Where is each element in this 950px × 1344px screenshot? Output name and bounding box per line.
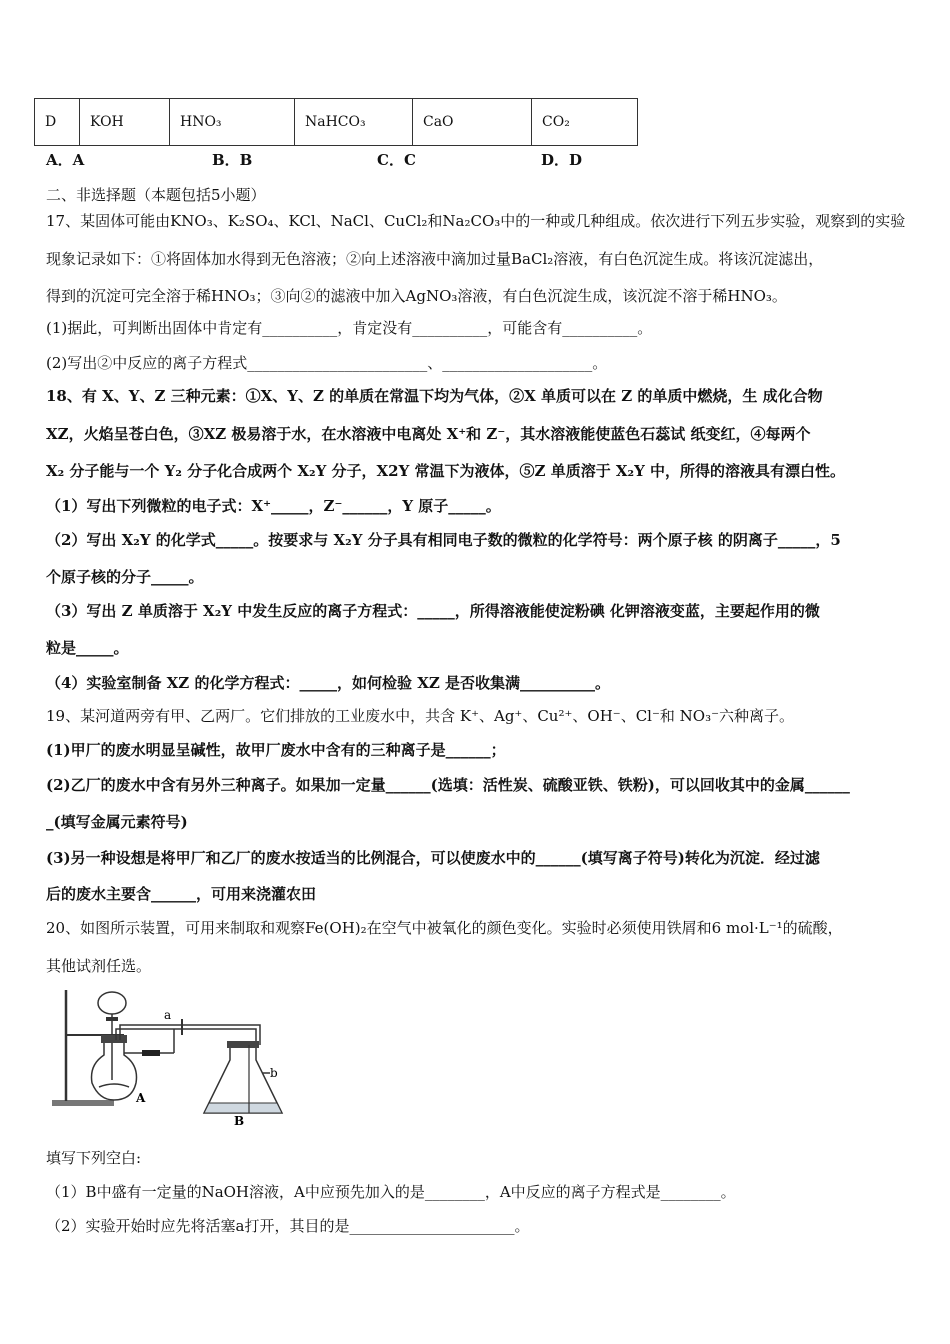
section-heading: 二、非选择题（本题包括5小题） [46,186,266,204]
q18-line-3: X₂ 分子能与一个 Y₂ 分子化合成两个 X₂Y 分子，X2Y 常温下为液体，⑤Z 单质溶于 X₂Y 中，所得的溶液具有漂白性。 [46,462,846,480]
flask-a-stopper [101,1035,127,1043]
q18-sub-4: （4）实验室制备 XZ 的化学方程式：_____，如何检验 XZ 是否收集满__________。 [46,674,611,692]
q17-sub-1: (1)据此，可判断出固体中肯定有__________，肯定没有__________，可能含有__________。 [46,319,653,337]
table-cell: NaHCO₃ [295,99,413,146]
stand-base [52,1100,114,1106]
table-cell: CO₂ [532,99,638,146]
funnel-stopcock [106,1017,118,1021]
q20-line-1: 20、如图所示装置，可用来制取和观察Fe(OH)₂在空气中被氧化的颜色变化。实验时必须使用铁屑和6 mol·L⁻¹的硫酸， [46,919,843,937]
label-B: B [234,1114,245,1125]
q17-line-2: 现象记录如下：①将固体加水得到无色溶液；②向上述溶液中滴加过量BaCl₂溶液，有白色沉淀生成。将该沉淀滤出， [46,250,824,268]
q20-sub-2: （2）实验开始时应先将活塞a打开，其目的是______________________。 [46,1217,530,1235]
table-cell: CaO [413,99,532,146]
funnel [98,992,126,1014]
q19-sub-2b: _(填写金属元素符号) [46,813,188,831]
rubber-tube [142,1050,160,1056]
label-b: b [270,1066,278,1080]
label-a: a [164,1008,172,1022]
q18-sub-3a: （3）写出 Z 单质溶于 X₂Y 中发生反应的离子方程式：_____，所得溶液能使淀粉碘 化钾溶液变蓝，主要起作用的微 [46,602,820,620]
q17-line-1: 17、某固体可能由KNO₃、K₂SO₄、KCl、NaCl、CuCl₂和Na₂CO₃中的一种或几种组成。依次进行下列五步实验，观察到的实验 [46,212,906,230]
choice-d: D．D [541,151,583,169]
q19-sub-1: (1)甲厂的废水明显呈碱性，故甲厂废水中含有的三种离子是______； [46,741,506,759]
q20-fill-prompt: 填写下列空白: [46,1149,142,1167]
q17-sub-2: (2)写出②中反应的离子方程式________________________、____________________。 [46,354,608,372]
q20-sub-1: （1）B中盛有一定量的NaOH溶液，A中应预先加入的是________，A中反应的离子方程式是________。 [46,1183,736,1201]
table-cell: D [35,99,80,146]
table-row [35,99,638,146]
q18-sub-2a: （2）写出 X₂Y 的化学式_____。按要求与 X₂Y 分子具有相同电子数的微粒的化学符号：两个原子核 的阴离子_____，5 [46,531,841,549]
options-table [34,98,638,146]
table-cell: HNO₃ [170,99,295,146]
q19-sub-3a: (3)另一种设想是将甲厂和乙厂的废水按适当的比例混合，可以使废水中的______(填写离子符号)转化为沉淀．经过滤 [46,849,820,867]
label-A: A [136,1091,146,1105]
choice-c: C．C [377,151,416,169]
flask-a-liquid [99,1084,129,1087]
q18-line-1: 18、有 X、Y、Z 三种元素：①X、Y、Z 的单质在常温下均为气体，②X 单质可以在 Z 的单质中燃烧，生 成化合物 [46,387,823,405]
q18-sub-1: （1）写出下列微粒的电子式：X⁺_____，Z⁻______，Y 原子_____。 [46,497,501,515]
flask-a [92,1040,137,1100]
q17-line-3: 得到的沉淀可完全溶于稀HNO₃；③向②的滤液中加入AgNO₃溶液，有白色沉淀生成，该沉淀不溶于稀HNO₃。 [46,287,787,305]
q19-line-1: 19、某河道两旁有甲、乙两厂。它们排放的工业废水中，共含 K⁺、Ag⁺、Cu²⁺、OH⁻、Cl⁻和 NO₃⁻六种离子。 [46,707,795,725]
q18-sub-3b: 粒是_____。 [46,639,129,657]
q20-line-2: 其他试剂任选。 [46,957,152,975]
flask-b-liquid [204,1103,282,1113]
choice-a: A．A [46,151,85,169]
choice-b: B．B [212,151,253,169]
q18-line-2: XZ，火焰呈苍白色，③XZ 极易溶于水，在水溶液中电离处 X⁺和 Z⁻，其水溶液能使蓝色石蕊试 纸变红，④每两个 [46,425,811,443]
apparatus-figure [44,985,294,1125]
q19-sub-3b: 后的废水主要含______，可用来浇灌农田 [46,885,317,903]
q18-sub-2b: 个原子核的分子_____。 [46,568,204,586]
q19-sub-2a: (2)乙厂的废水中含有另外三种离子。如果加一定量______(选填：活性炭、硫酸亚铁、铁粉)，可以回收其中的金属______ [46,776,850,794]
table-cell: KOH [80,99,170,146]
flask-b-stopper [227,1041,259,1048]
